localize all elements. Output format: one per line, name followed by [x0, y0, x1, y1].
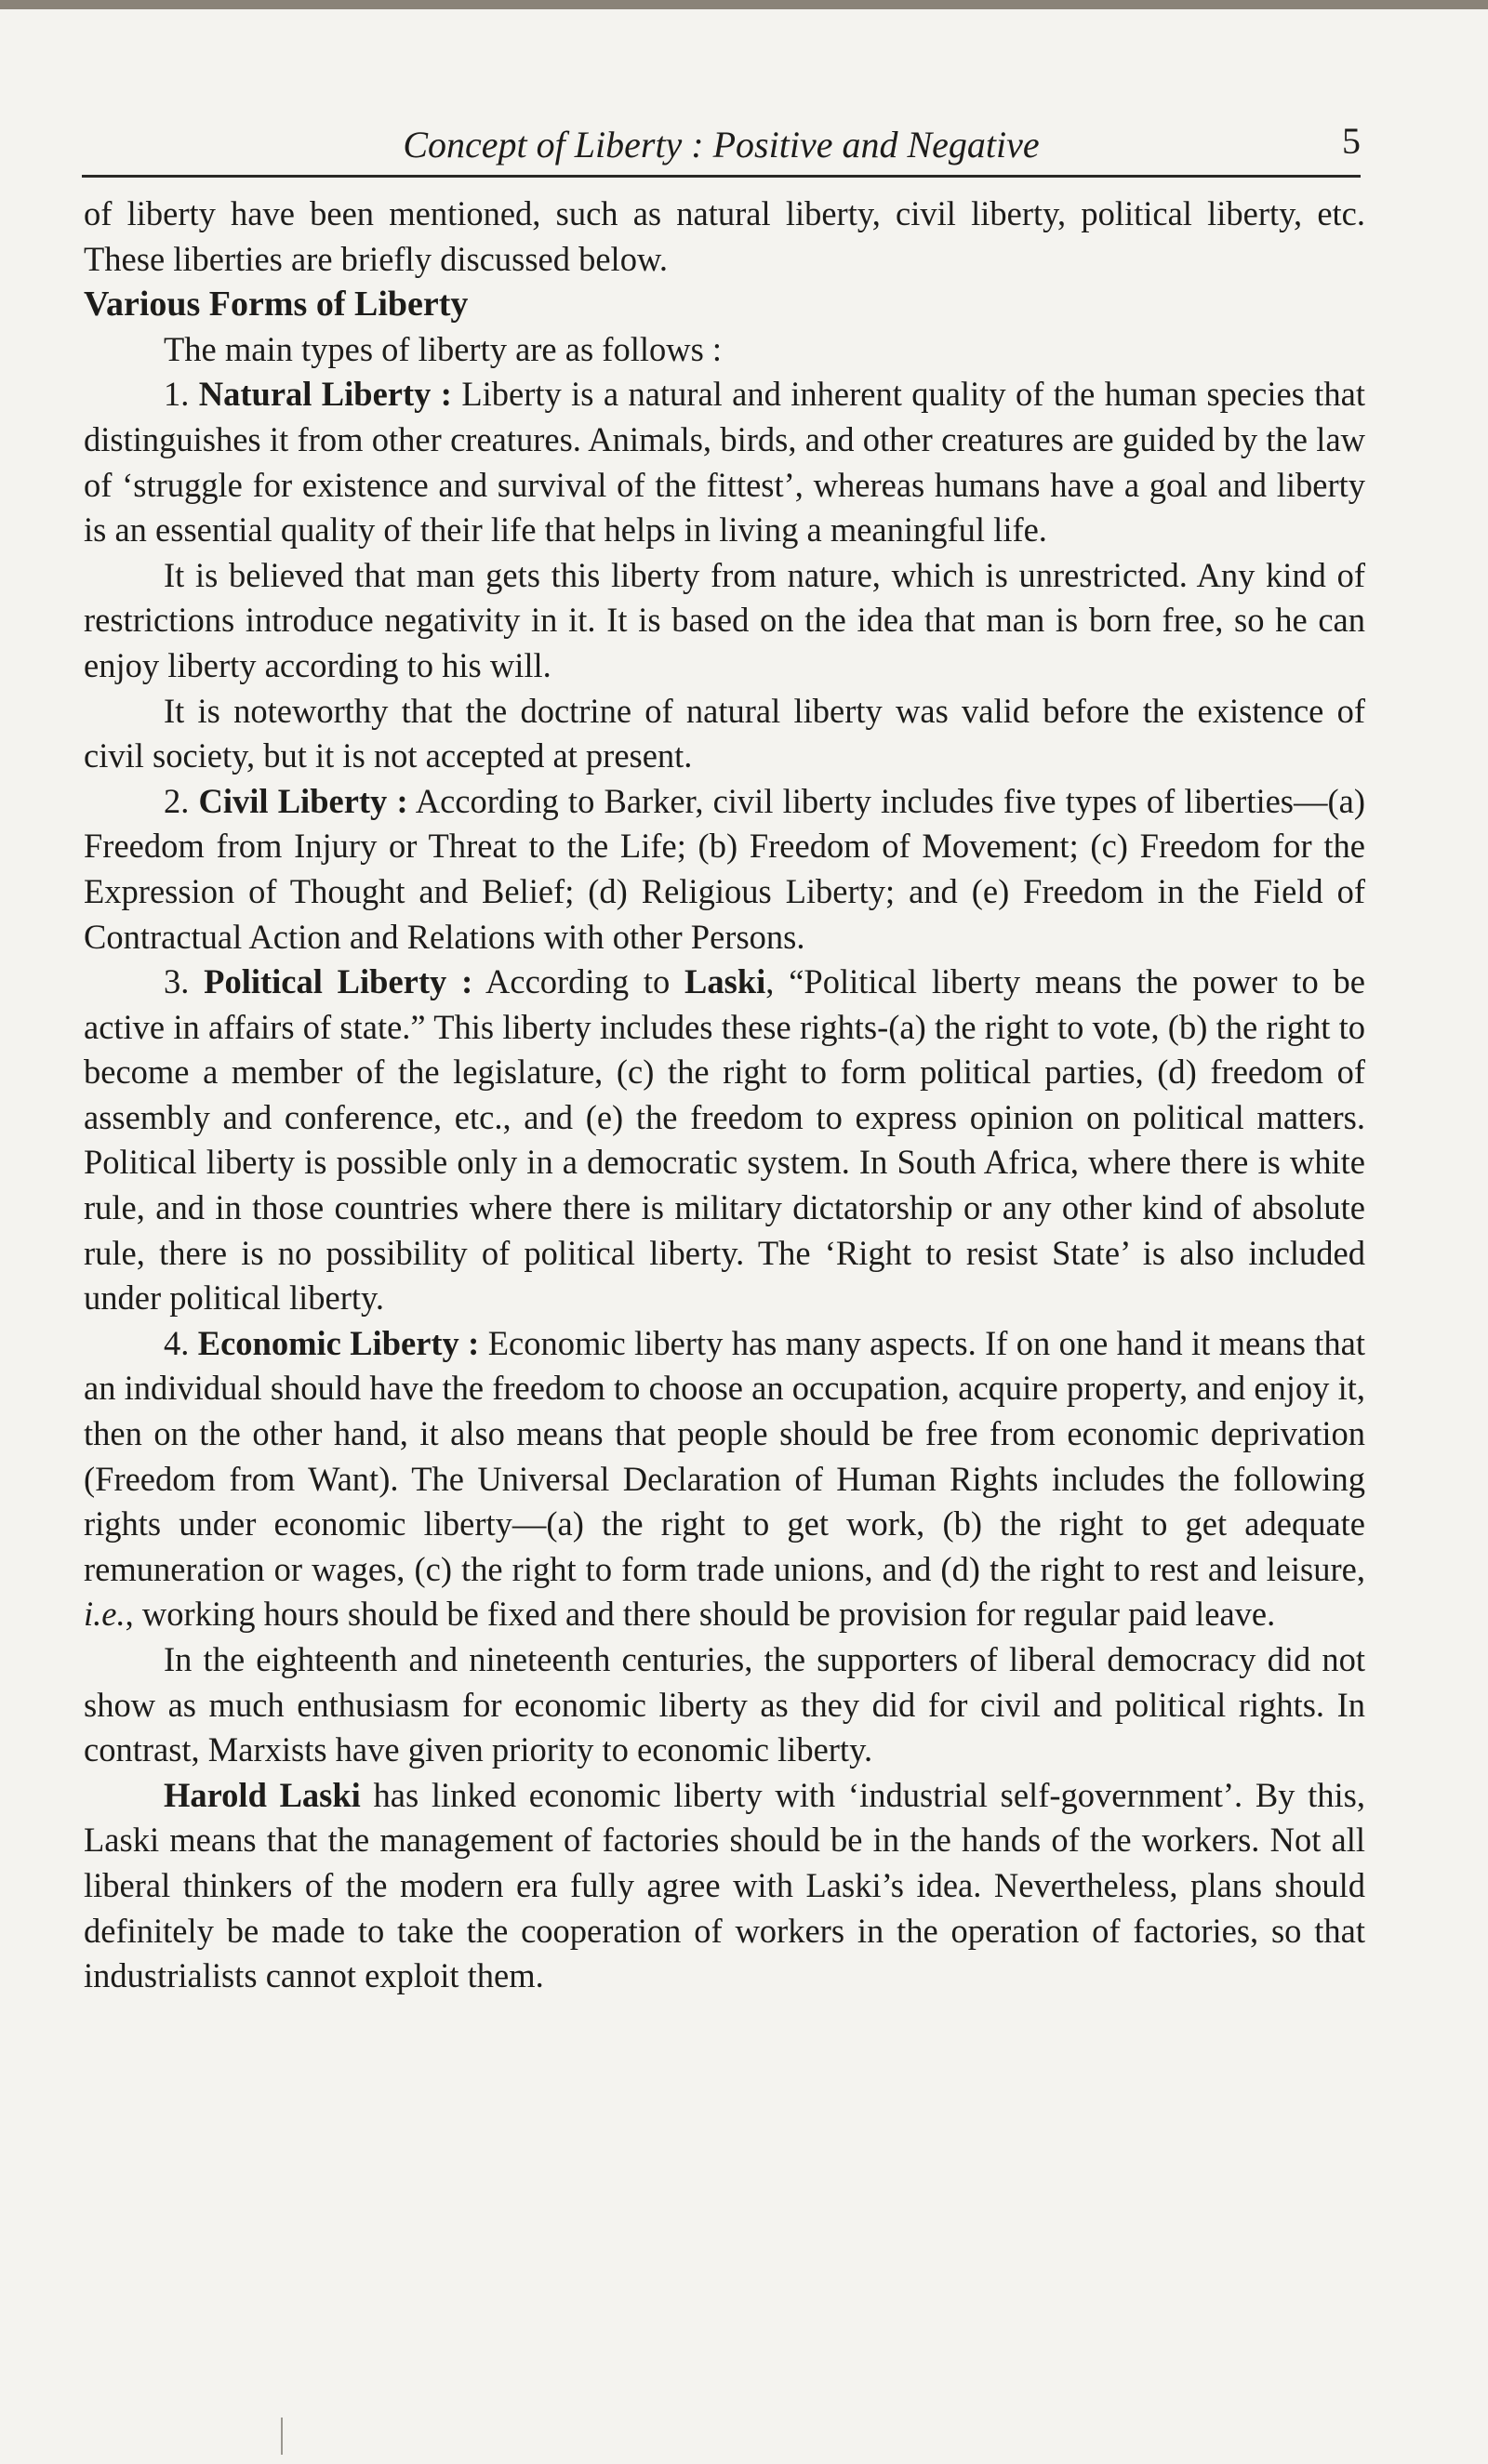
- running-title: Concept of Liberty : Positive and Negative: [403, 124, 1040, 166]
- term-civil-liberty: Civil Liberty :: [198, 781, 408, 820]
- term-political-liberty: Political Liberty :: [204, 962, 473, 1001]
- name-laski: Laski: [684, 962, 766, 1001]
- paragraph-civil-liberty: [84, 779, 1365, 960]
- paragraph-intro: The main types of liberty are as follows :: [164, 329, 723, 368]
- paragraph-natural-liberty-3: It is noteworthy that the doctrine of natural liberty was valid before the existence of civil society, but it is not accepted at present.: [84, 691, 1365, 775]
- political-liberty-text-a: According to: [472, 962, 685, 1001]
- section-heading: Various Forms of Liberty: [84, 285, 469, 325]
- economic-liberty-text-a: Economic liberty has many aspects. If on one hand it means that an individual should have the freedom to choose an occupation, acquire property, and enjoy it, then on the other hand, it also means that people should be free from economic deprivation (Freedom from Want). The Universal Declaration of Human Rights includes the following rights under economic liberty—(a) the right to get work, (b) the right to get adequate remuneration or wages, (c) the right to form trade unions, and (d) the right to rest and leisure,: [84, 1323, 1366, 1588]
- item-number: 2.: [164, 781, 190, 820]
- harold-laski-text: has linked economic liberty with ‘industrial self-government’. By this, Laski means that the management of factories should be in the hands of the workers. Not all liberal thinkers of the modern era fully agree with Laski’s idea. Nevertheless, plans should definitely be made to take the cooperation of workers in the operation of factories, so that industrialists cannot exploit them.: [84, 1775, 1365, 1995]
- paragraph-centuries: In the eighteenth and nineteenth centuries, the supporters of liberal democracy did not show as much enthusiasm for economic liberty as they did for civil and political rights. In contrast, Marxists have given priority to economic liberty.: [84, 1640, 1365, 1769]
- page-number: 5: [1342, 120, 1361, 162]
- paragraph-harold-laski: [84, 1773, 1365, 1999]
- abbrev-ie: i.e.: [84, 1595, 126, 1634]
- term-natural-liberty: Natural Liberty :: [198, 375, 452, 414]
- item-number: 4.: [164, 1323, 190, 1362]
- natural-liberty-text: Liberty is a natural and inherent quality of the human species that distinguishes it from other creatures. Animals, birds, and other creatures are guided by the law of ‘struggle for existence and survival of the fittest’, whereas humans have a goal and liberty is an essential quality of their life that helps in living a meaningful life.: [84, 375, 1365, 550]
- page-body: [84, 192, 1365, 1999]
- paragraph-natural-liberty: [84, 372, 1365, 552]
- page-header: [82, 119, 1361, 178]
- name-harold-laski: Harold Laski: [164, 1775, 361, 1814]
- political-liberty-text-b: , “Political liberty means the power to be active in affairs of state.” This liberty includes these rights-(a) the right to vote, (b) the right to become a member of the legislature, (c) the right to form political parties, (d) freedom of assembly and conference, etc., and (e) the freedom to express opinion on political matters. Political liberty is possible only in a democratic system. In South Africa, where there is white rule, and in those countries where there is military dictatorship or any other kind of absolute rule, there is no possibility of political liberty. The ‘Right to resist State’ is also included under political liberty.: [84, 962, 1366, 1318]
- paragraph-continuation: of liberty have been mentioned, such as natural liberty, civil liberty, political liberty, etc. These liberties are briefly discussed below.: [84, 194, 1365, 278]
- scan-mark: [281, 2418, 283, 2455]
- paragraph-economic-liberty: [84, 1321, 1365, 1637]
- economic-liberty-text-b: , working hours should be fixed and there should be provision for regular paid leave.: [125, 1595, 1276, 1634]
- page-top-edge: [0, 0, 1488, 9]
- paragraph-natural-liberty-2: It is believed that man gets this liberty from nature, which is unrestricted. Any kind of restrictions introduce negativity in it. It is based on the idea that man is born free, so he can enjoy liberty according to his will.: [84, 555, 1365, 684]
- item-number: 1.: [164, 375, 190, 414]
- civil-liberty-text: According to Barker, civil liberty includes five types of liberties—(a) Freedom from Injury or Threat to the Life; (b) Freedom of Movement; (c) Freedom for the Expression of Thought and Belief; (d) Religious Liberty; and (e) Freedom in the Field of Contractual Action and Relations with other Persons.: [84, 781, 1366, 956]
- term-economic-liberty: Economic Liberty :: [197, 1323, 480, 1362]
- item-number: 3.: [164, 962, 190, 1001]
- paragraph-political-liberty: [84, 960, 1365, 1321]
